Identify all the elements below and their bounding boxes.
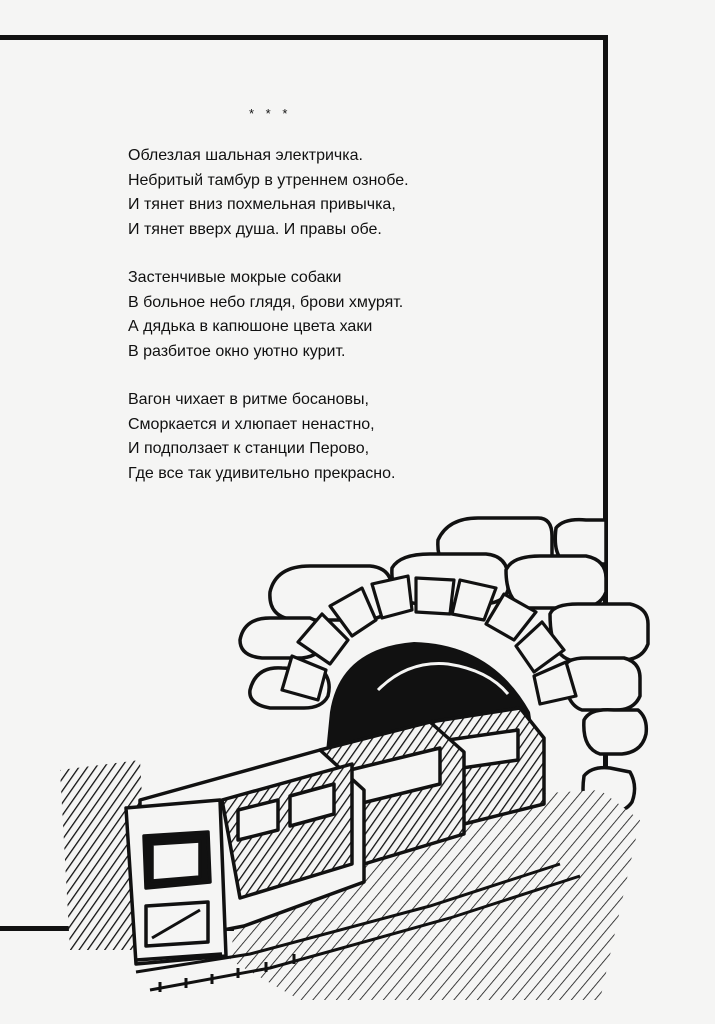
poem-section-marker: * * * [249, 106, 292, 121]
poem-line: И тянет вниз похмельная привычка, [128, 196, 396, 213]
poem-line: А дядька в капюшоне цвета хаки [128, 318, 373, 335]
poem-line: И тянет вверх душа. И правы обе. [128, 220, 382, 238]
poem-line: И подползает к станции Перово, [128, 440, 370, 457]
poem-line: Облезлая шальная электричка. [128, 147, 363, 164]
poem-line: Застенчивые мокрые собаки [128, 269, 342, 286]
poem-line: В больное небо глядя, брови хмурят. [128, 293, 404, 311]
poem-line: Вагон чихает в ритме босановы, [128, 391, 369, 408]
poem-line: Сморкается и хлюпает ненастно, [128, 415, 375, 433]
poem-line: Небритый тамбур в утреннем ознобе. [128, 171, 409, 189]
poem-line: В разбитое окно уютно курит. [128, 342, 346, 360]
poem-line: Где все так удивительно прекрасно. [128, 464, 396, 482]
